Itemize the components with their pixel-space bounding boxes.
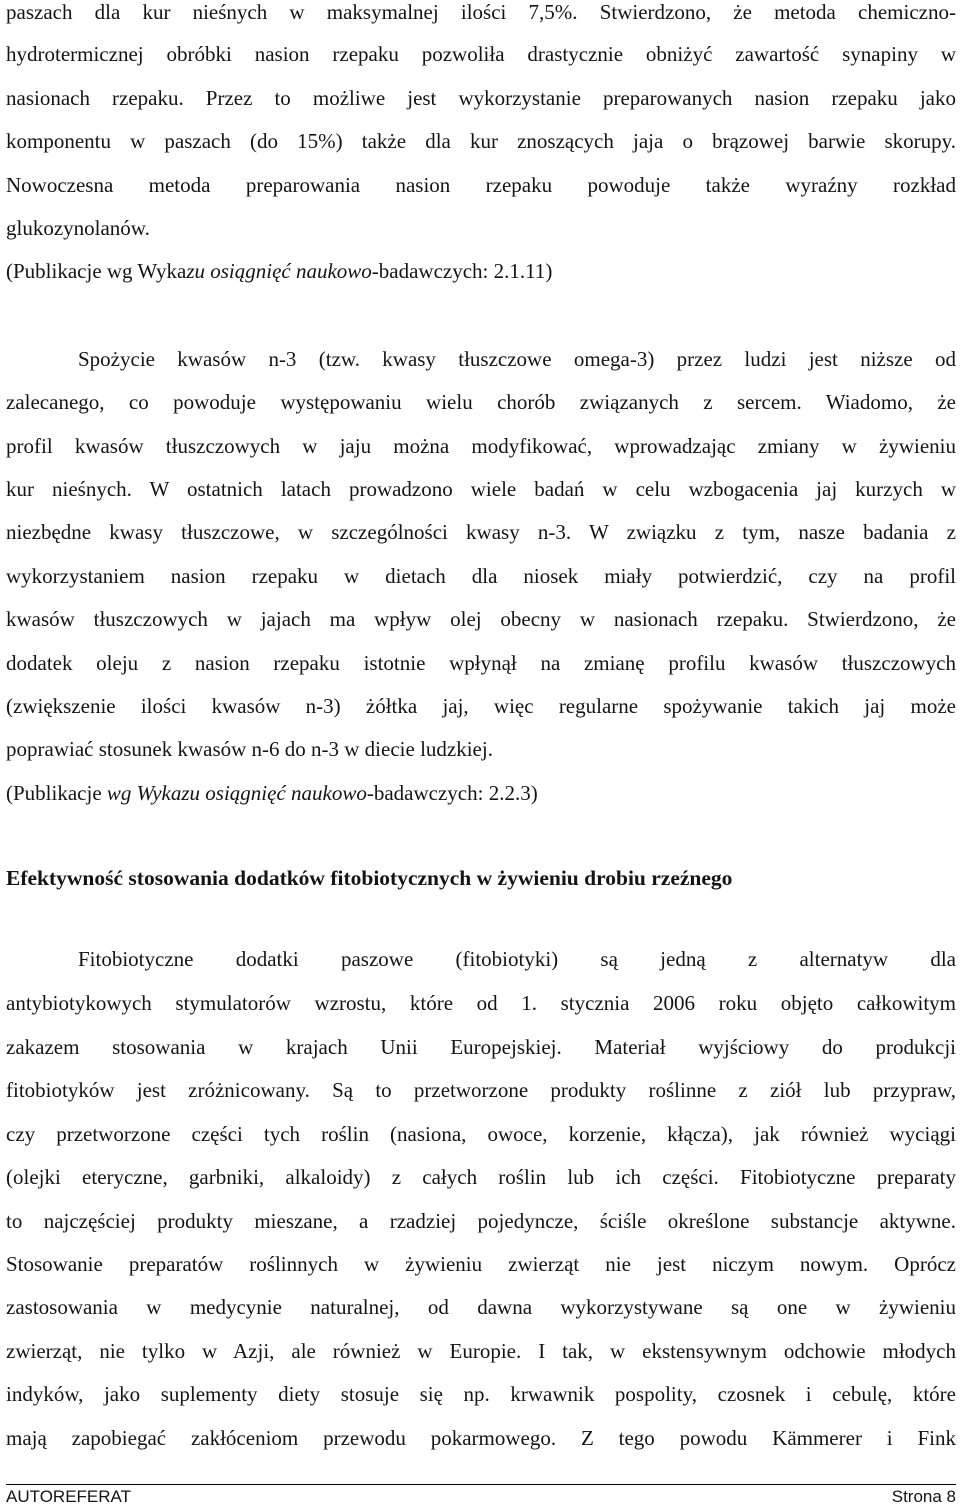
citation-suffix: -badawczych: 2.1.11) — [371, 259, 553, 283]
page-footer — [6, 1484, 956, 1508]
text-line: zakazem stosowania w krajach Unii Europejskiej. Materiał wyjściowy do produkcji — [6, 1035, 956, 1059]
text-line: zwierząt, nie tylko w Azji, ale również w Europie. I tak, w ekstensywnym odchowie młodych — [6, 1339, 956, 1363]
text-line: indyków, jako suplementy diety stosuje się np. krwawnik pospolity, czosnek i cebulę, które — [6, 1382, 956, 1406]
citation — [6, 259, 956, 283]
text-line: komponentu w paszach (do 15%) także dla kur znoszących jaja o brązowej barwie skorupy. — [6, 129, 956, 153]
text-line: (olejki eteryczne, garbniki, alkaloidy) z całych roślin lub ich części. Fitobiotyczne preparaty — [6, 1165, 956, 1189]
text-line: Spożycie kwasów n-3 (tzw. kwasy tłuszczowe omega-3) przez ludzi jest niższe od — [78, 347, 956, 371]
text-line: fitobiotyków jest zróżnicowany. Są to przetworzone produkty roślinne z ziół lub przypraw, — [6, 1078, 956, 1102]
citation-suffix: -badawczych: 2.2.3) — [366, 781, 538, 805]
text-line: poprawiać stosunek kwasów n-6 do n-3 w diecie ludzkiej. — [6, 737, 493, 761]
footer-title: AUTOREFERAT — [6, 1487, 131, 1506]
text-line: nasionach rzepaku. Przez to możliwe jest wykorzystanie preparowanych nasion rzepaku jako — [6, 86, 956, 110]
section-heading: Efektywność stosowania dodatków fitobiotycznych w żywieniu drobiu rzeźnego — [6, 866, 733, 890]
citation-prefix: (Publikacje wg Wyka — [6, 259, 187, 283]
text-line: to najczęściej produkty mieszane, a rzadziej pojedyncze, ściśle określone substancje aktywne. — [6, 1209, 956, 1233]
text-line: glukozynolanów. — [6, 216, 150, 240]
citation — [6, 781, 956, 805]
text-line: antybiotykowych stymulatorów wzrostu, które od 1. stycznia 2006 roku objęto całkowitym — [6, 991, 956, 1015]
text-line: (zwiększenie ilości kwasów n-3) żółtka jaj, więc regularne spożywanie takich jaj może — [6, 694, 956, 718]
text-line: czy przetworzone części tych roślin (nasiona, owoce, korzenie, kłącza), jak również wyciągi — [6, 1122, 956, 1146]
text-line: zalecanego, co powoduje występowaniu wielu chorób związanych z sercem. Wiadomo, że — [6, 390, 956, 414]
citation-italic: zu osiągnięć naukowo — [186, 259, 372, 283]
text-line: Nowoczesna metoda preparowania nasion rzepaku powoduje także wyraźny rozkład — [6, 173, 956, 197]
text-line: hydrotermicznej obróbki nasion rzepaku pozwoliła drastycznie obniżyć zawartość synapiny w — [6, 42, 956, 66]
text-line: dodatek oleju z nasion rzepaku istotnie wpłynął na zmianę profilu kwasów tłuszczowych — [6, 651, 956, 675]
text-line: mają zapobiegać zakłóceniom przewodu pokarmowego. Z tego powodu Kämmerer i Fink — [6, 1426, 956, 1450]
page-number: Strona 8 — [891, 1487, 956, 1506]
text-line: Fitobiotyczne dodatki paszowe (fitobiotyki) są jedną z alternatyw dla — [78, 947, 956, 971]
citation-italic: wg Wykazu osiągnięć naukowo — [106, 781, 367, 805]
text-line: paszach dla kur nieśnych w maksymalnej ilości 7,5%. Stwierdzono, że metoda chemiczno- — [6, 0, 956, 24]
text-line: Stosowanie preparatów roślinnych w żywieniu zwierząt nie jest niczym nowym. Oprócz — [6, 1252, 956, 1276]
text-line: kur nieśnych. W ostatnich latach prowadzono wiele badań w celu wzbogacenia jaj kurzych w — [6, 477, 956, 501]
text-line: profil kwasów tłuszczowych w jaju można modyfikować, wprowadzając zmiany w żywieniu — [6, 434, 956, 458]
citation-prefix: (Publikacje — [6, 781, 107, 805]
text-line: kwasów tłuszczowych w jajach ma wpływ olej obecny w nasionach rzepaku. Stwierdzono, że — [6, 607, 956, 631]
text-line: wykorzystaniem nasion rzepaku w dietach dla niosek miały potwierdzić, czy na profil — [6, 564, 956, 588]
text-line: zastosowania w medycynie naturalnej, od dawna wykorzystywane są one w żywieniu — [6, 1295, 956, 1319]
text-line: niezbędne kwasy tłuszczowe, w szczególności kwasy n-3. W związku z tym, nasze badania z — [6, 520, 956, 544]
